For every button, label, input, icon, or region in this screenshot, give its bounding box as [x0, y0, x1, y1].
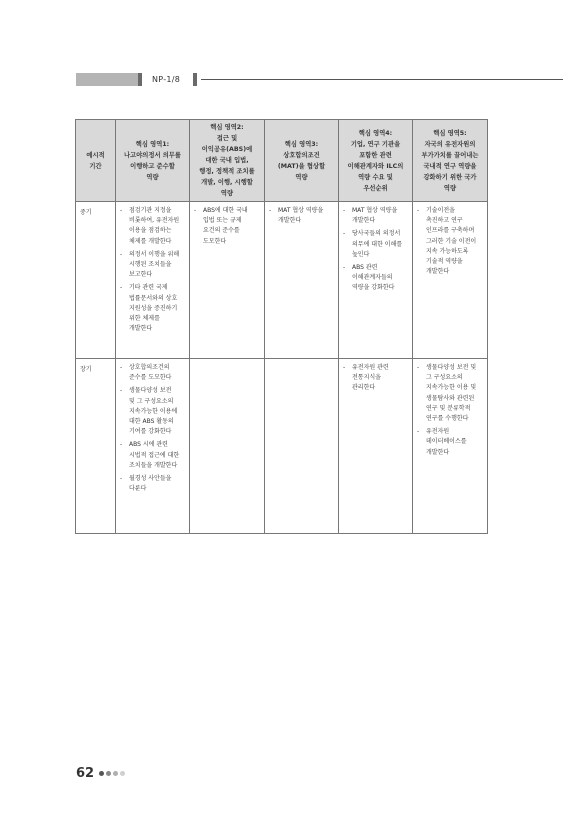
column-title: 상호합의조건 (MAT)을 협상할 역량 [277, 151, 326, 181]
bullet-item: - 유전자원 데이터베이스를 개발한다 [417, 427, 484, 458]
bullet-item: - ABS 관련 이해관계자들의 역량을 강화한다 [343, 263, 409, 294]
table-cell [339, 202, 413, 359]
column-cap: 핵심 영역1: [135, 140, 170, 148]
bullet-item: - ABS 시에 관련 시법적 접근에 대한 조치들을 개발한다 [120, 440, 186, 471]
period-cell: 중기 [76, 202, 116, 359]
bullet-item: - 기타 관련 국제 법률문서와의 상호 지원성을 증진하기 위한 체제를 개발한다 [120, 283, 186, 334]
page-dot [99, 771, 104, 776]
column-cap: 핵심 영역4: [358, 129, 393, 137]
bullet-item: - 점검기관 지정을 비롯하여, 유전자원 이용을 점검하는 체제를 개발한다 [120, 206, 186, 247]
column-title: 접근 및 이익공유(ABS)에 대한 국내 입법, 행정, 정책적 조치를 개발, 이행, 시행할 역량 [199, 135, 255, 197]
page-dot [113, 771, 118, 776]
column-header-3 [265, 120, 339, 202]
bullet-item: - 생물다양성 보전 및 그 구성요소의 지속가능한 이용 및 생물탐사와 관련된 연구 및 분류학적 연구를 수행한다 [417, 363, 484, 424]
column-title: 나고야의정서 의무를 이행하고 준수할 역량 [124, 151, 181, 181]
page-dot [106, 771, 111, 776]
header-rule [201, 79, 563, 80]
table-cell [190, 202, 265, 359]
table-cell [116, 202, 190, 359]
table-cell-empty [190, 359, 265, 534]
column-title: 자국의 유전자원의 부가가치를 끌어내는 국내적 연구 역량을 강화하기 위한 국가 역량 [421, 140, 479, 192]
bullet-item: - 의정서 이행을 위해 시행된 조치들을 보고한다 [120, 250, 186, 281]
table-cell [116, 359, 190, 534]
column-header-1 [116, 120, 190, 202]
bullet-item: - MAT 협상 역량을 개발한다 [269, 206, 335, 226]
bullet-item: - 기술이전을 촉진하고 연구 인프라를 구축하며 그러한 기술 이전이 지속 가능하도록 기술적 역량을 개발한다 [417, 206, 484, 277]
table-cell [265, 202, 339, 359]
bullet-item: - 당사국들의 의정서 의무에 대한 이해를 높인다 [343, 229, 409, 260]
page-number: 62 [76, 766, 95, 781]
table-cell [339, 359, 413, 534]
column-title: 기업, 연구 기관을 포함한 관련 이해관계자와 ILC의 역량 수요 및 우선순위 [347, 140, 404, 192]
table-cell-empty [265, 359, 339, 534]
column-cap: 핵심 영역3: [284, 140, 319, 148]
bullet-item: - 월경성 사안들을 다룬다 [120, 474, 186, 494]
table-cell [413, 359, 488, 534]
table-row-midterm [76, 202, 488, 359]
bullet-item: - 유전자원 관련 전통지식을 관리한다 [343, 363, 409, 394]
bullet-item: - 생물다양성 보전 및 그 구성요소의 지속가능한 이용에 대한 ABS 활동의 기여를 강화한다 [120, 386, 186, 437]
column-cap: 핵심 영역5: [433, 129, 467, 137]
bullet-item: - 상호합의조건의 준수를 도모한다 [120, 363, 186, 383]
column-cap: 핵심 영역2: [210, 124, 244, 131]
table-cell [413, 202, 488, 359]
table-header-row [76, 120, 488, 202]
header-dark-marker [138, 73, 142, 86]
table-row-longterm [76, 359, 488, 534]
page-dot [120, 771, 125, 776]
column-header-2 [190, 120, 265, 202]
period-cell: 장기 [76, 359, 116, 534]
capacity-table [75, 119, 488, 534]
running-title: NP-1/8 [152, 75, 181, 84]
bullet-item: - MAT 협상 역량을 개발한다 [343, 206, 409, 226]
column-header-4 [339, 120, 413, 202]
header-dark-marker-2 [193, 73, 197, 86]
column-header-5 [413, 120, 488, 202]
page-dots [99, 771, 125, 776]
period-header: 예시적 기간 [76, 120, 116, 202]
bullet-item: - ABS에 대한 국내 입법 또는 규제 요건의 준수를 도모한다 [194, 206, 261, 247]
header-gray-bar [76, 73, 138, 86]
